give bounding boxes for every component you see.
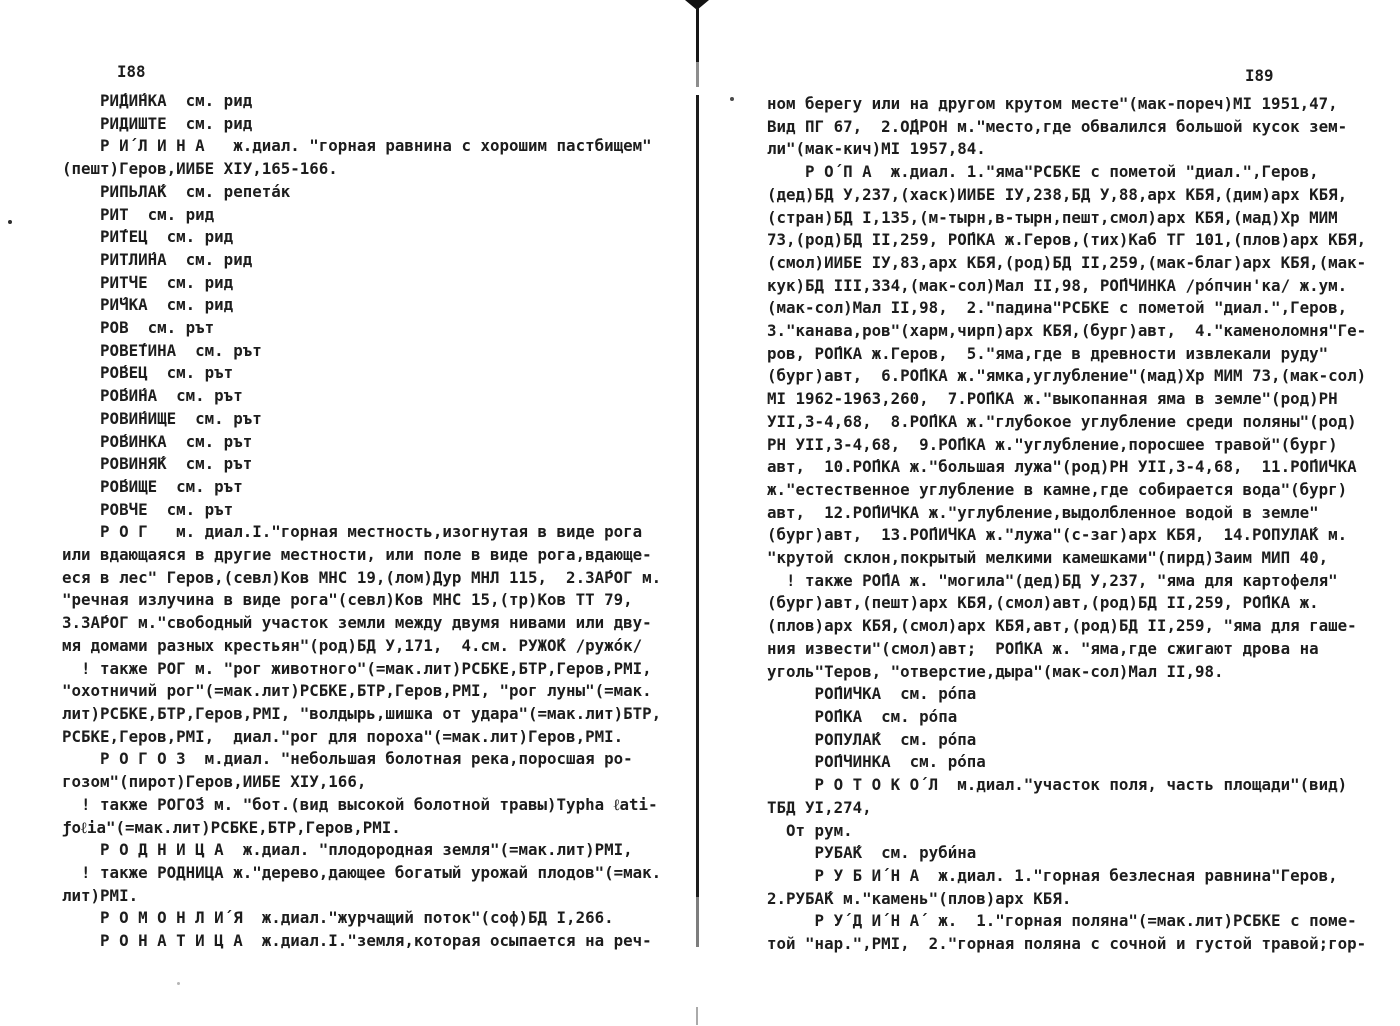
text-line: РОВИ́НИЩЕ см. рът [62, 408, 262, 428]
text-line: Р О Г О З м.диал. "небольшая болотная река,поросшая ро- [62, 749, 633, 769]
text-line: РИТ см. рид [62, 204, 215, 224]
text-line: 2.РУБА́К м."камень"(плов)арх КБЯ. [767, 888, 1072, 908]
text-line: ! также РО́ПА ж. "могила"(дед)БД У,237, "яма для картофеля" [767, 570, 1338, 590]
text-line: ! также РОГО́З м. "бот.(вид высокой болотной травы)Typha ℓati- [62, 794, 658, 814]
text-line: Р О Д Н И Ц А ж.диал. "плодородная земля"(=мак.лит)РМI, [62, 840, 633, 860]
gutter-divider [696, 1007, 698, 1025]
text-line: ! также РОГ м. "рог животного"(=мак.лит)РСБКЕ,БТР,Геров,РМI, [62, 658, 652, 678]
text-line: 73,(род)БД II,259, РО́ПКА ж.Геров,(тих)Каб ТГ 101,(плов)арх КБЯ, [767, 230, 1367, 250]
text-line: РОВИНЯ́К см. рът [62, 454, 253, 474]
text-line: Р У́ Д И́ Н А́ ж. 1."горная поляна"(=мак.лит)РСБКЕ с поме- [767, 911, 1357, 931]
page-number-left: I88 [117, 62, 146, 81]
text-line: той "нар.",РМI, 2."горная поляна с сочной и густой травой;гор- [767, 934, 1367, 954]
text-line: РО́ПИЧКА см. ро́па [767, 684, 977, 704]
text-line: "охотничий рог"(=мак.лит)РСБКЕ,БТР,Геров,РМI, "рог луны"(=мак. [62, 681, 652, 701]
text-line: кук)БД III,334,(мак-сол)Мал II,98, РО́ПЧИНКА /ро́пчин'ка/ ж.ум. [767, 275, 1348, 295]
left-page-text [62, 90, 707, 953]
text-line: Р О Г м. диал.I."горная местность,изогнутая в виде рога [62, 522, 643, 542]
text-line: авт, 12.РО́ПИЧКА ж."углубление,выдолбленное водой в земле" [767, 502, 1319, 522]
text-line: РО́ПЧИНКА см. ро́па [767, 752, 986, 772]
text-line: ном берегу или на другом крутом месте"(мак-пореч)МI 1951,47, [767, 94, 1338, 113]
text-line: РОВ см. рът [62, 318, 215, 338]
text-line: (бург)авт,(пешт)арх КБЯ,(смол)авт,(род)БД II,259, РО́ПКА ж. [767, 593, 1319, 613]
text-line: ! также РОДНИЦА ж."дерево,дающее богатый урожай плодов"(=мак. [62, 862, 662, 882]
text-line: (мак-сол)Мал II,98, 2."падина"РСБКЕ с пометой "диал.",Геров, [767, 298, 1348, 318]
text-line: еся в лес" Геров,(севл)Ков МНС 19,(лом)Дур МНЛ 115, 2.ЗА́РОГ м. [62, 567, 662, 587]
text-line: (бург)авт, 6.РО́ПКА ж."ямка,углубление"(мад)Хр МИМ 73,(мак-сол) [767, 366, 1367, 386]
text-line: мя домами разных крестьян"(род)БД У,171, 4.см. РУЖО́К /ружо́к/ [62, 635, 643, 655]
text-line: "речная излучина в виде рога"(севл)Ков МНС 15,(тр)Ков ТТ 79, [62, 590, 633, 610]
gutter-divider [696, 7, 699, 62]
page-number-right: I89 [1245, 66, 1274, 85]
text-line: ров, РО́ПКА ж.Геров, 5."яма,где в древности извлекали руду" [767, 343, 1329, 363]
ink-speck [8, 220, 12, 224]
right-page-text [767, 93, 1397, 956]
text-line: РИДИШТЕ см. рид [62, 113, 253, 133]
text-line: РУБА́К см. руби́на [767, 843, 977, 863]
text-line: РО́ПКА см. ро́па [767, 706, 958, 726]
ink-speck [177, 982, 180, 985]
text-line: РОПУЛА́К см. ро́па [767, 729, 977, 749]
text-line: ƒoℓia"(=мак.лит)РСБКЕ,БТР,Геров,РМI. [62, 817, 401, 837]
text-line: РО́ВИ́НА см. рът [62, 386, 243, 406]
text-line: 3.ЗА́РОГ м."свободный участок земли между двумя нивами или дву- [62, 613, 652, 633]
text-line: ли"(мак-кич)МI 1957,84. [767, 139, 986, 159]
text-line: От рум. [767, 820, 853, 840]
text-line: (смол)ИИБЕ IУ,83,арх КБЯ,(род)БД II,259,(мак-благ)арх КБЯ,(мак- [767, 252, 1367, 272]
text-line: ТБД УI,274, [767, 797, 872, 817]
text-line: РО́ВИЩЕ см. рът [62, 476, 243, 496]
text-line: РН УII,3-4,68, 9.РО́ПКА ж."углубление,поросшее травой"(бург) [767, 434, 1338, 454]
ink-speck [730, 97, 734, 101]
text-line: уголь"Теров, "отверстие,дыра"(мак-сол)Мал II,98. [767, 661, 1224, 681]
text-line: РО́ВИНКА см. рът [62, 431, 253, 451]
text-line: (дед)БД У,237,(хаск)ИИБЕ IУ,238,БД У,88,арх КБЯ,(дим)арх КБЯ, [767, 184, 1348, 204]
text-line: или вдающаяся в другие местности, или поле в виде рога,вдающе- [62, 545, 652, 565]
gutter-divider [696, 62, 699, 87]
text-line: РОВЧЕ см. рът [62, 499, 234, 519]
text-line: Р О М О Н Л И́ Я ж.диал."журчащий поток"(соф)БД I,266. [62, 908, 614, 928]
text-line: ния извести"(смол)авт; РО́ПКА ж. "яма,где сжигают дрова на [767, 638, 1319, 658]
text-line: МI 1962-1963,260, 7.РО́ПКА ж."выкопанная яма в земле"(род)РН [767, 389, 1338, 409]
text-line: лит)РМI. [62, 885, 139, 905]
text-line: (плов)арх КБЯ,(смол)арх КБЯ,авт,(род)БД II,259, "яма для гаше- [767, 616, 1357, 636]
text-line: УII,3-4,68, 8.РО́ПКА ж."глубокое углубление среди поляны"(род) [767, 411, 1357, 431]
text-line: (бург)авт, 13.РО́ПИЧКА ж."лужа"(с-заг)арх КБЯ, 14.РОПУЛА́К м. [767, 525, 1348, 545]
text-line: "крутой склон,покрытый мелкими камешками"(пирд)Заим МИП 40, [767, 548, 1329, 568]
text-line: гозом"(пирот)Геров,ИИБЕ ХIУ,166, [62, 772, 367, 792]
text-line: лит)РСБКЕ,БТР,Геров,РМI, "волдырь,шишка от удара"(=мак.лит)БТР, [62, 703, 662, 723]
text-line: Р О Н А Т И Ц А ж.диал.I."земля,которая осыпается на реч- [62, 931, 652, 951]
text-line: РО́ВЕЦ см. рът [62, 363, 234, 383]
text-line: (пешт)Геров,ИИБЕ ХIУ,165-166. [62, 159, 338, 179]
text-line: ж."естественное углубление в камне,где собирается вода"(бург) [767, 479, 1348, 499]
text-line: Вид ПГ 67, 2.О́ДРОН м."место,где обвалился большой кусок зем- [767, 116, 1348, 136]
text-line: Р О Т О К О́ Л м.диал."участок поля, часть площади"(вид) [767, 775, 1348, 795]
text-line: РИТЧЕ см. рид [62, 272, 234, 292]
text-line: Р О́ П А ж.диал. 1."яма"РСБКЕ с пометой "диал.",Геров, [767, 162, 1319, 182]
text-line: РИПЬЛА́К см. репета́к [62, 181, 291, 201]
text-line: РСБКЕ,Геров,РМI, диал."рог для пороха"(=мак.лит)Геров,РМI. [62, 726, 624, 746]
text-line: РОВЕ́ТИНА см. рът [62, 340, 262, 360]
text-line: РИ́ТЕЦ см. рид [62, 227, 234, 247]
text-line: РИ́ЧКА см. рид [62, 295, 234, 315]
text-line: РИ́ДИ́НКА см. рид [62, 91, 253, 110]
text-line: РИТЛИ́НА см. рид [62, 249, 253, 269]
text-line: 3."канава,ров"(харм,чирп)арх КБЯ,(бург)авт, 4."каменоломня"Ге- [767, 321, 1367, 341]
text-line: Р У Б И́ Н А ж.диал. 1."горная безлесная равнина"Геров, [767, 865, 1338, 885]
text-line: (стран)БД I,135,(м-тырн,в-тырн,пешт,смол)арх КБЯ,(мад)Хр МИМ [767, 207, 1338, 227]
text-line: Р И́ Л И Н А ж.диал. "горная равнина с хорошим пастбищем" [62, 136, 652, 156]
text-line: авт, 10.РО́ПКА ж."большая лужа"(род)РН УII,3-4,68, 11.РО́ПИЧКА [767, 457, 1357, 477]
